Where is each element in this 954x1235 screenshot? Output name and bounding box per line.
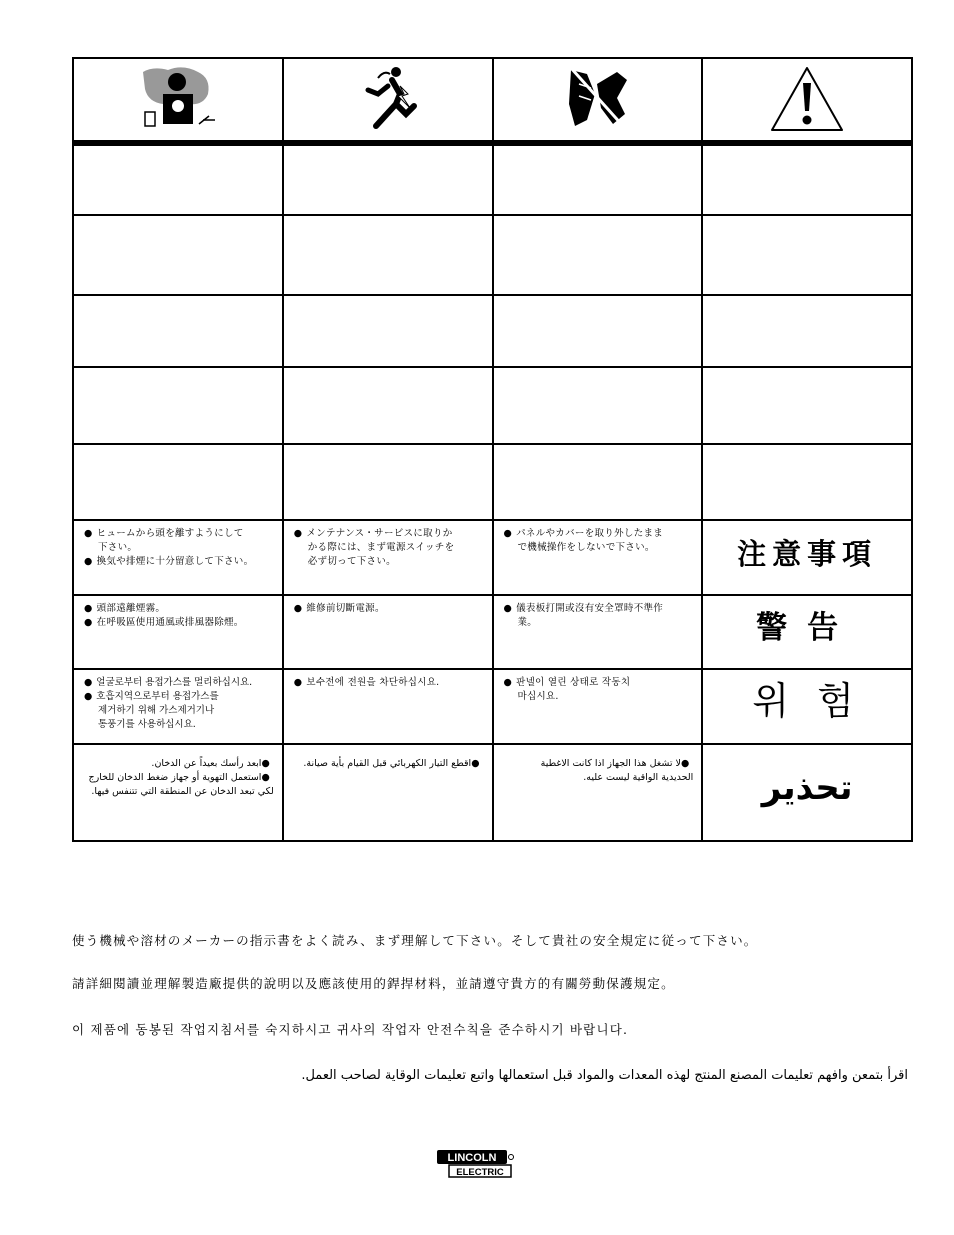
- text-line: ● 換気や排煙に十分留意して下さい。: [84, 555, 276, 569]
- japanese-heading-cell: [702, 520, 912, 594]
- text-line: ● 維修前切斷電源。: [294, 602, 486, 616]
- text-line: ● اقطع التيار الكهربائي قبل القيام بأية صيانة.: [292, 757, 484, 771]
- blank-row: [73, 367, 912, 444]
- arabic-row: [73, 744, 912, 841]
- text-line: で機械操作をしないで下さい。: [517, 542, 655, 554]
- chinese-shock-cell: [283, 595, 493, 669]
- blank-row: [73, 444, 912, 521]
- text-line: ● メンテナンス・サービスに取りか: [294, 527, 486, 541]
- fumes-icon-cell: [73, 58, 283, 143]
- logo-text-lincoln: LINCOLN: [447, 1152, 497, 1164]
- japanese-heading: 注意事項: [737, 536, 878, 571]
- chinese-heading: 警告: [756, 610, 859, 646]
- text-line: ● لا تشغل هذا الجهاز اذا كانت الاغطية: [502, 757, 694, 771]
- text-line: ● 在呼吸區使用通風或排風器除煙。: [84, 616, 276, 630]
- arabic-heading-cell: [702, 744, 912, 841]
- warning-triangle-icon-cell: [702, 58, 912, 143]
- korean-row: [73, 669, 912, 743]
- safety-warning-table: [72, 57, 913, 842]
- text-line: 마십시요.: [517, 691, 559, 703]
- lincoln-electric-logo: [436, 1149, 516, 1183]
- warning-triangle-icon: [769, 65, 845, 133]
- electric-shock-icon: [348, 64, 428, 134]
- electric-shock-icon-cell: [283, 58, 493, 143]
- text-line: ● 보수전에 전원을 차단하십시요.: [294, 676, 486, 690]
- text-line: 제거하기 위해 가스제거기나: [98, 705, 215, 717]
- fumes-icon: [133, 64, 223, 134]
- arabic-parts-cell: [493, 744, 703, 841]
- korean-parts-cell: [493, 669, 703, 743]
- footer-japanese: 使う機械や溶材のメーカーの指示書をよく読み、まず理解して下さい。そして貴社の安全規定に従って下さい。: [72, 933, 758, 948]
- text-line: لكي تبعد الدخان عن المنطقة التي تتنفس فيها.: [91, 785, 274, 797]
- text-line: 통풍기를 사용하십시요.: [98, 719, 196, 731]
- korean-fumes-cell: [73, 669, 283, 743]
- japanese-fumes-cell: [73, 520, 283, 594]
- text-line: 必ず切って下さい。: [307, 556, 396, 568]
- text-line: 下さい。: [98, 542, 138, 554]
- korean-heading: 위 험: [752, 678, 862, 723]
- blank-row: [73, 143, 912, 215]
- text-line: ● パネルやカバーを取り外したまま: [504, 527, 696, 541]
- text-line: ● 호흡지역으로부터 용접가스를: [84, 690, 276, 704]
- text-line: ● 판넬이 열린 상태로 작동치: [504, 676, 696, 690]
- chinese-parts-cell: [493, 595, 703, 669]
- text-line: 業。: [517, 616, 538, 628]
- chinese-row: [73, 595, 912, 669]
- moving-parts-icon: [557, 64, 637, 134]
- korean-shock-cell: [283, 669, 493, 743]
- moving-parts-icon-cell: [493, 58, 703, 143]
- text-line: ● 頭部遠離煙霧。: [84, 602, 276, 616]
- japanese-shock-cell: [283, 520, 493, 594]
- chinese-fumes-cell: [73, 595, 283, 669]
- footer-arabic: اقرأ بتمعن وافهم تعليمات المصنع المنتج لهذه المعدات والمواد قبل استعمالها واتبع تعليمات الوقاية لصاحب العمل.: [301, 1068, 908, 1083]
- text-line: かる際には、まず電源スイッチを: [307, 542, 455, 554]
- footer-korean: 이 제품에 동봉된 작업지침서를 숙지하시고 귀사의 작업자 안전수칙을 준수하시기 바랍니다.: [72, 1022, 629, 1037]
- chinese-heading-cell: [702, 595, 912, 669]
- footer-chinese: 請詳細閱讀並理解製造廠提供的說明以及應該使用的銲捍材料，並請遵守貴方的有關勞動保護規定。: [72, 976, 675, 991]
- japanese-parts-cell: [493, 520, 703, 594]
- korean-heading-cell: [702, 669, 912, 743]
- arabic-fumes-cell: [73, 744, 283, 841]
- text-line: الحديدية الواقية ليست عليه.: [583, 771, 694, 783]
- blank-row: [73, 295, 912, 367]
- text-line: ● ヒュームから頭を離すようにして: [84, 527, 276, 541]
- text-line: ● ابعد رأسك بعيداً عن الدخان.: [82, 757, 274, 771]
- logo-text-electric: ELECTRIC: [456, 1167, 504, 1178]
- arabic-heading: تحذير: [761, 767, 853, 808]
- japanese-row: [73, 520, 912, 594]
- text-line: ● استعمل التهوية أو جهاز ضغط الدخان للخارج: [82, 771, 274, 785]
- text-line: ● 儀表板打開或沒有安全罩時不準作: [504, 602, 696, 616]
- arabic-shock-cell: [283, 744, 493, 841]
- icon-row: [73, 58, 912, 143]
- text-line: ● 얼굴로부터 용접가스를 멀리하십시요.: [84, 676, 276, 690]
- blank-row: [73, 215, 912, 295]
